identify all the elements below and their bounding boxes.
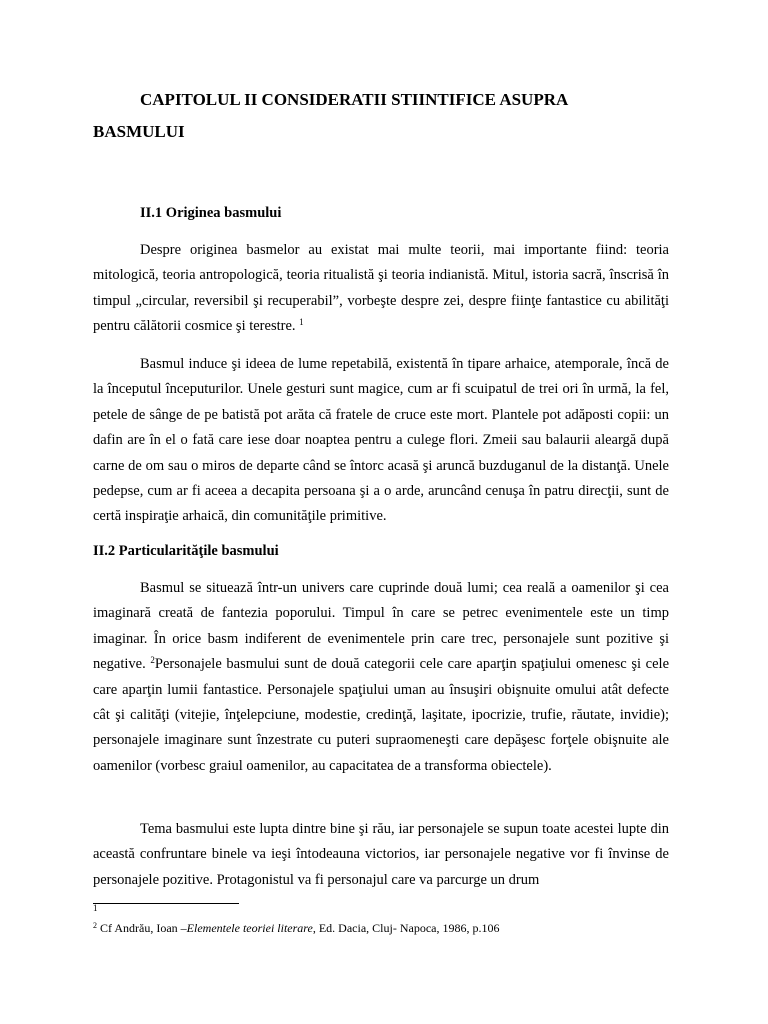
footnote-ref-1[interactable]: 1: [299, 317, 304, 328]
footnote-ref-2[interactable]: 2: [150, 655, 155, 666]
footnote-2-title: Elementele teoriei literare: [186, 921, 313, 935]
footnote-2-marker: 2: [93, 921, 97, 930]
paragraph-repeatable-world: Basmul induce şi ideea de lume repetabilă, existentă în tipare arhaice, atemporale, încă de la începutul începuturilor. Unele gesturi sunt magice, cum ar fi scuipatul de trei ori în urmă, la fel, petele de sânge de pe batistă pot arăta că fratele de cruce este mort. Plantele pot adăposti copii: un dafin are în el o fată care iese doar noaptea pentru a culege flori. Zmeii sau balaurii aleargă după carne de om sau o miros de departe când se întorc acasă şi aruncă buzduganul de la distanţă. Unele pedepse, cum ar fi aceea a decapita persoana şi a o arde, aruncând cenuşa în patru direcţii, sunt de certă inspiraţie arhaică, din comunităţile primitive.: [93, 356, 669, 525]
paragraph-text-part1: Basmul se situează într-un univers care cuprinde două lumi; cea reală a oamenilor şi cea imaginară creată de fantezia poporului. Timpul în care se petrec evenimentele este un timp imaginar. În orice basm indiferent de evenimentele prin care trec, personajele sunt pozitive şi negative.: [93, 580, 669, 673]
chapter-title: CAPITOLUL II CONSIDERATII STIINTIFICE ASUPRA BASMULUI: [93, 90, 568, 141]
section-heading-features: II.2 Particularităţile basmului: [93, 543, 279, 559]
footnote-2-author: Cf Andrău, Ioan –: [100, 921, 187, 935]
paragraph-text: Despre originea basmelor au existat mai multe teorii, mai importante fiind: teoria mitologică, teoria antropologică, teoria ritualistă şi teoria indianistă. Mitul, istoria sacră, înscrisă în timpul „circular, reversibil şi recuperabil”, vorbeşte despre zei, despre fiinţe fantastice cu abilităţi pentru călătorii cosmice şi terestre.: [93, 242, 669, 335]
footnote-divider: [93, 903, 239, 904]
footnote-2: [93, 920, 499, 936]
section-heading-origin: II.1 Originea basmului: [140, 205, 282, 221]
footnote-1-marker: 1: [93, 903, 98, 913]
paragraph-two-worlds: [93, 576, 669, 779]
footnote-2-details: , Ed. Dacia, Cluj- Napoca, 1986, p.106: [312, 921, 500, 935]
footnote-1: [93, 903, 98, 918]
paragraph-good-vs-evil: Tema basmului este lupta dintre bine şi rău, iar personajele se supun toate acestei lupte din această confruntare binele va ieşi întodeauna victorios, iar personajele negative vor fi învinse de personajele pozitive. Protagonistul va fi personajul care va parcurge un drum: [93, 821, 669, 888]
paragraph-origin-theories: [93, 238, 669, 340]
paragraph-text-part2: Personajele basmului sunt de două categorii cele care aparţin spaţiului omenesc şi cele care aparţin lumii fantastice. Personajele spaţiului uman au însuşiri obişnuite omului atât defecte cât şi calităţi (vitejie, înţelepciune, modestie, credinţă, laşitate, ipocrizie, trufie, răutate, invidie); personajele imaginare sunt înzestrate cu puteri supraomeneşti care depăşesc forţele obişnuite ale oamenilor (vorbesc graiul oamenilor, au capacitatea de a transforma obiectele).: [93, 656, 669, 774]
